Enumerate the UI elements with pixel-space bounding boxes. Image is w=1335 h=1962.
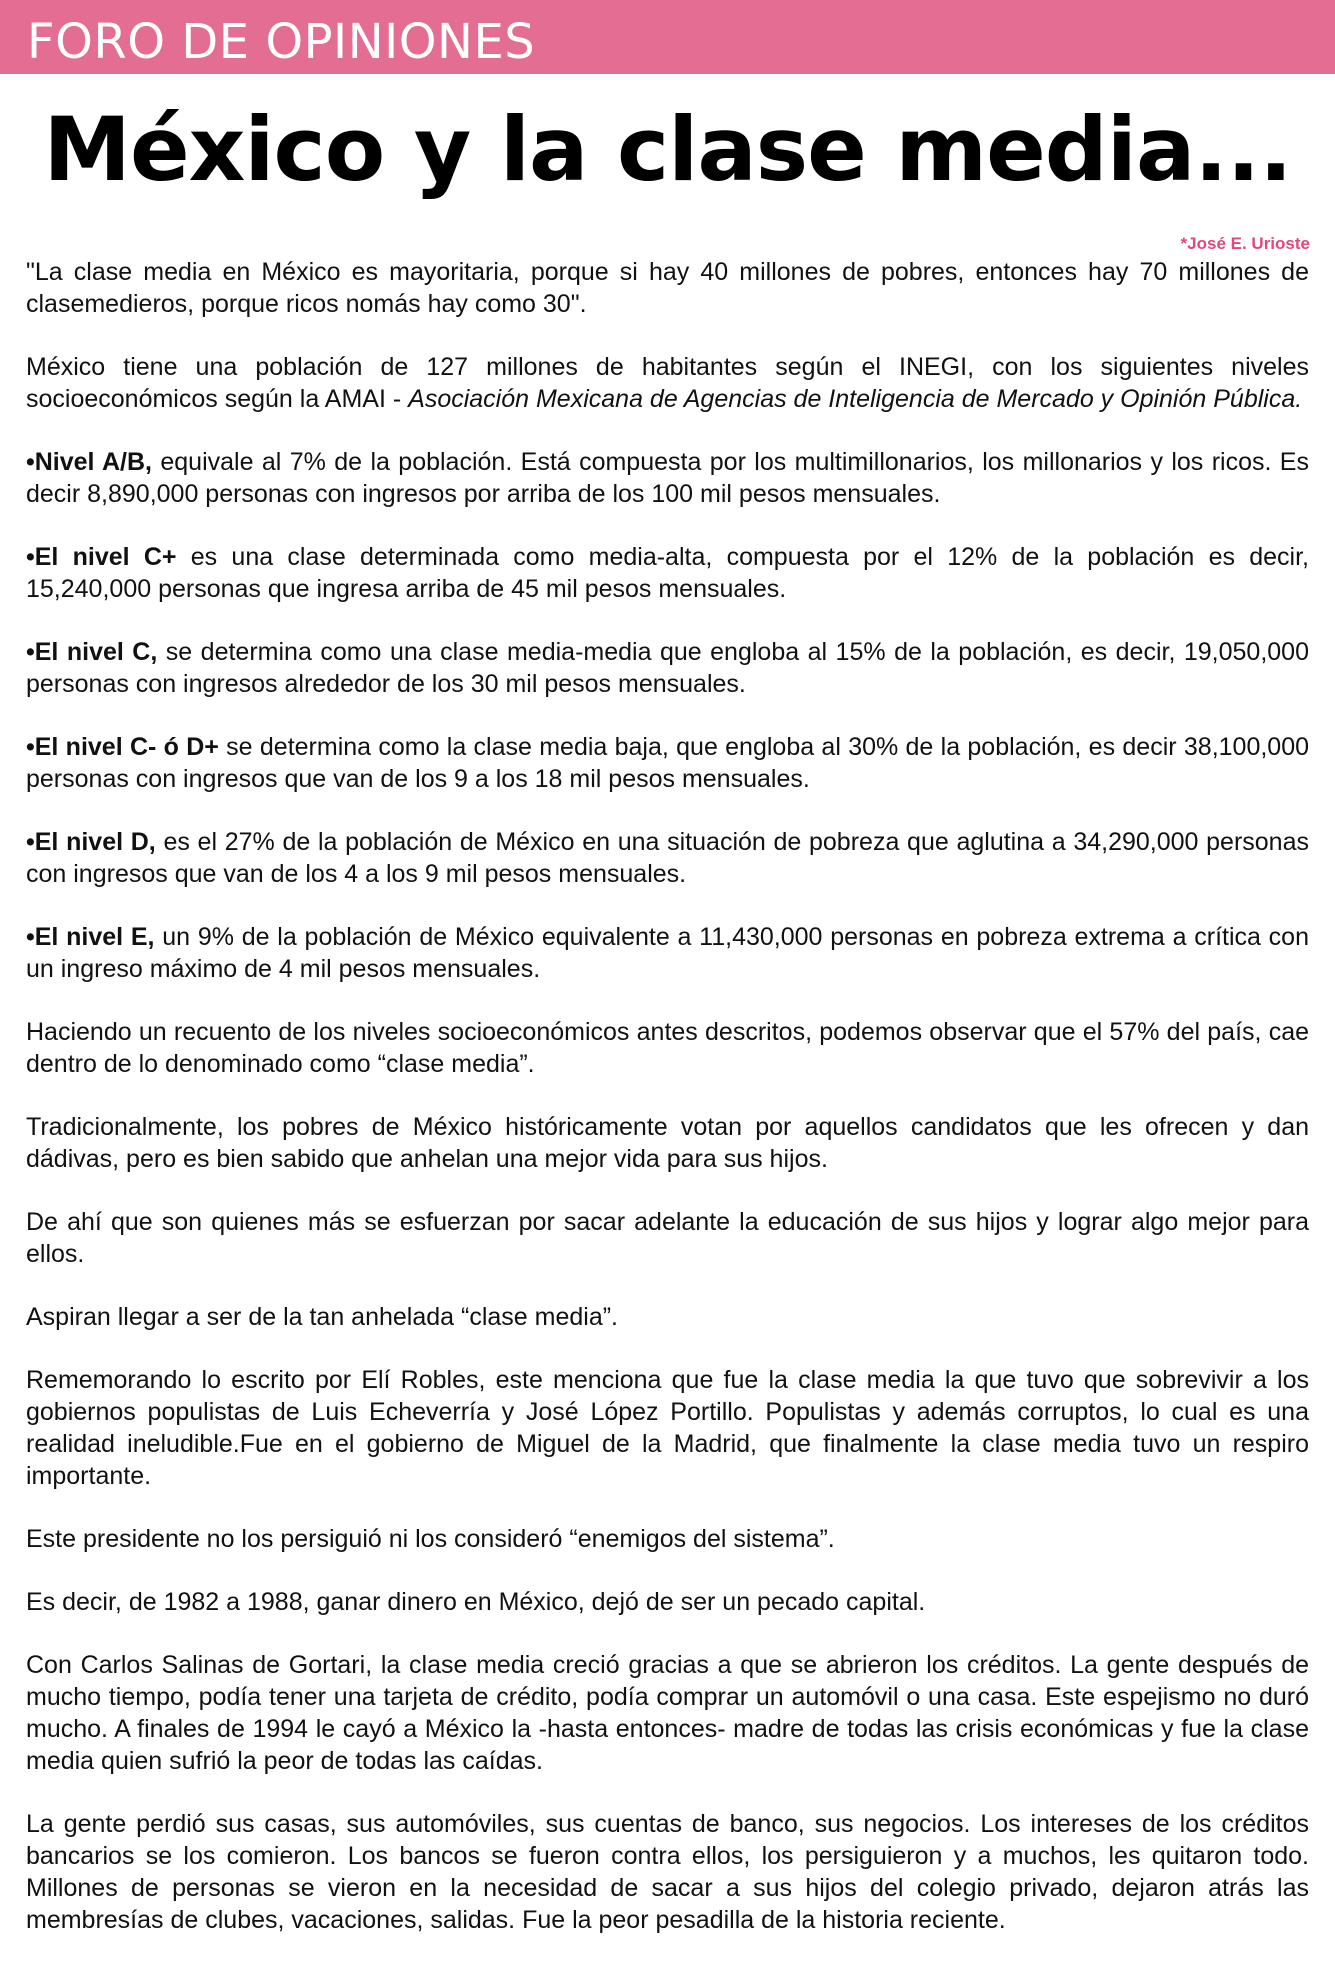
level-label: •El nivel D, bbox=[26, 828, 156, 856]
paragraph-text: Rememorando lo escrito por Elí Robles, este menciona que fue la clase media la que tuvo que sobrevivir a los gobiernos populistas de Luis Echeverría y José López Portillo. Populistas y además corruptos, lo cual es una realidad ineludible.Fue en el gobierno de Miguel de la Madrid, que finalmente la clase media tuvo un respiro importante. bbox=[26, 1366, 1309, 1490]
article-paragraph bbox=[26, 1523, 1309, 1555]
paragraph-text: Haciendo un recuento de los niveles socioeconómicos antes descritos, podemos observar que el 57% del país, cae dentro de lo denominado como “clase media”. bbox=[26, 1018, 1309, 1078]
level-label: •El nivel C, bbox=[26, 638, 158, 666]
paragraph-text: Es decir, de 1982 a 1988, ganar dinero en México, dejó de ser un pecado capital. bbox=[26, 1588, 926, 1616]
paragraph-text: "La clase media en México es mayoritaria, porque si hay 40 millones de pobres, entonces hay 70 millones de clasemedieros, porque ricos nomás hay como 30". bbox=[26, 258, 1309, 318]
paragraph-text: es una clase determinada como media-alta, compuesta por el 12% de la población es decir, 15,240,000 personas que ingresa arriba de 45 mil pesos mensuales. bbox=[26, 543, 1309, 603]
paragraph-text: Este presidente no los persiguió ni los consideró “enemigos del sistema”. bbox=[26, 1525, 835, 1553]
author-byline: *José E. Urioste bbox=[1180, 234, 1310, 253]
article-headline: México y la clase media... bbox=[43, 98, 1292, 201]
article-paragraph bbox=[26, 731, 1309, 795]
article-paragraph bbox=[26, 446, 1309, 510]
article-paragraph bbox=[26, 1016, 1309, 1080]
article-paragraph bbox=[26, 826, 1309, 890]
paragraph-text: La gente perdió sus casas, sus automóviles, sus cuentas de banco, sus negocios. Los intereses de los créditos bancarios se los comieron. Los bancos se fueron contra ellos, los persiguieron y a muchos, les quitaron todo. Millones de personas se vieron en la necesidad de sacar a sus hijos del colegio privado, dejaron atrás las membresías de clubes, vacaciones, salidas. Fue la peor pesadilla de la historia reciente. bbox=[26, 1810, 1309, 1934]
article-paragraph bbox=[26, 1206, 1309, 1270]
paragraph-text: México tiene una población de 127 millones de habitantes según el INEGI, con los siguientes niveles socioeconómicos según la AMAI - bbox=[26, 353, 1309, 413]
section-header-bar bbox=[0, 0, 1335, 74]
article-body bbox=[26, 256, 1309, 1936]
level-label: •El nivel E, bbox=[26, 923, 155, 951]
article-paragraph bbox=[26, 1808, 1309, 1936]
section-title: FORO DE OPINIONES bbox=[27, 14, 536, 70]
article-paragraph bbox=[26, 921, 1309, 985]
article-paragraph bbox=[26, 636, 1309, 700]
paragraph-text: Tradicionalmente, los pobres de México históricamente votan por aquellos candidatos que les ofrecen y dan dádivas, pero es bien sabido que anhelan una mejor vida para sus hijos. bbox=[26, 1113, 1309, 1173]
article-paragraph bbox=[26, 1364, 1309, 1492]
article-paragraph bbox=[26, 1111, 1309, 1175]
level-label: •El nivel C+ bbox=[26, 543, 177, 571]
article-paragraph bbox=[26, 256, 1309, 320]
level-label: •El nivel C- ó D+ bbox=[26, 733, 219, 761]
paragraph-text: Aspiran llegar a ser de la tan anhelada “clase media”. bbox=[26, 1303, 619, 1331]
article-paragraph bbox=[26, 1586, 1309, 1618]
article-paragraph bbox=[26, 1301, 1309, 1333]
paragraph-text: se determina como una clase media-media que engloba al 15% de la población, es decir, 19,050,000 personas con ingresos alrededor de los 30 mil pesos mensuales. bbox=[26, 638, 1309, 698]
article-paragraph bbox=[26, 351, 1309, 415]
paragraph-text: De ahí que son quienes más se esfuerzan por sacar adelante la educación de sus hijos y lograr algo mejor para ellos. bbox=[26, 1208, 1309, 1268]
paragraph-text: un 9% de la población de México equivalente a 11,430,000 personas en pobreza extrema a crítica con un ingreso máximo de 4 mil pesos mensuales. bbox=[26, 923, 1309, 983]
level-label: •Nivel A/B, bbox=[26, 448, 152, 476]
paragraph-text: equivale al 7% de la población. Está compuesta por los multimillonarios, los millonarios y los ricos. Es decir 8,890,000 personas con ingresos por arriba de los 100 mil pesos mensuales. bbox=[26, 448, 1309, 508]
article-paragraph bbox=[26, 1649, 1309, 1777]
article-paragraph bbox=[26, 541, 1309, 605]
organization-name: Asociación Mexicana de Agencias de Inteligencia de Mercado y Opinión Pública. bbox=[408, 385, 1303, 413]
paragraph-text: es el 27% de la población de México en una situación de pobreza que aglutina a 34,290,000 personas con ingresos que van de los 4 a los 9 mil pesos mensuales. bbox=[26, 828, 1309, 888]
paragraph-text: Con Carlos Salinas de Gortari, la clase media creció gracias a que se abrieron los créditos. La gente después de mucho tiempo, podía tener una tarjeta de crédito, podía comprar un automóvil o una casa. Este espejismo no duró mucho. A finales de 1994 le cayó a México la -hasta entonces- madre de todas las crisis económicas y fue la clase media quien sufrió la peor de todas las caídas. bbox=[26, 1651, 1309, 1775]
paragraph-text: se determina como la clase media baja, que engloba al 30% de la población, es decir 38,100,000 personas con ingresos que van de los 9 a los 18 mil pesos mensuales. bbox=[26, 733, 1310, 793]
